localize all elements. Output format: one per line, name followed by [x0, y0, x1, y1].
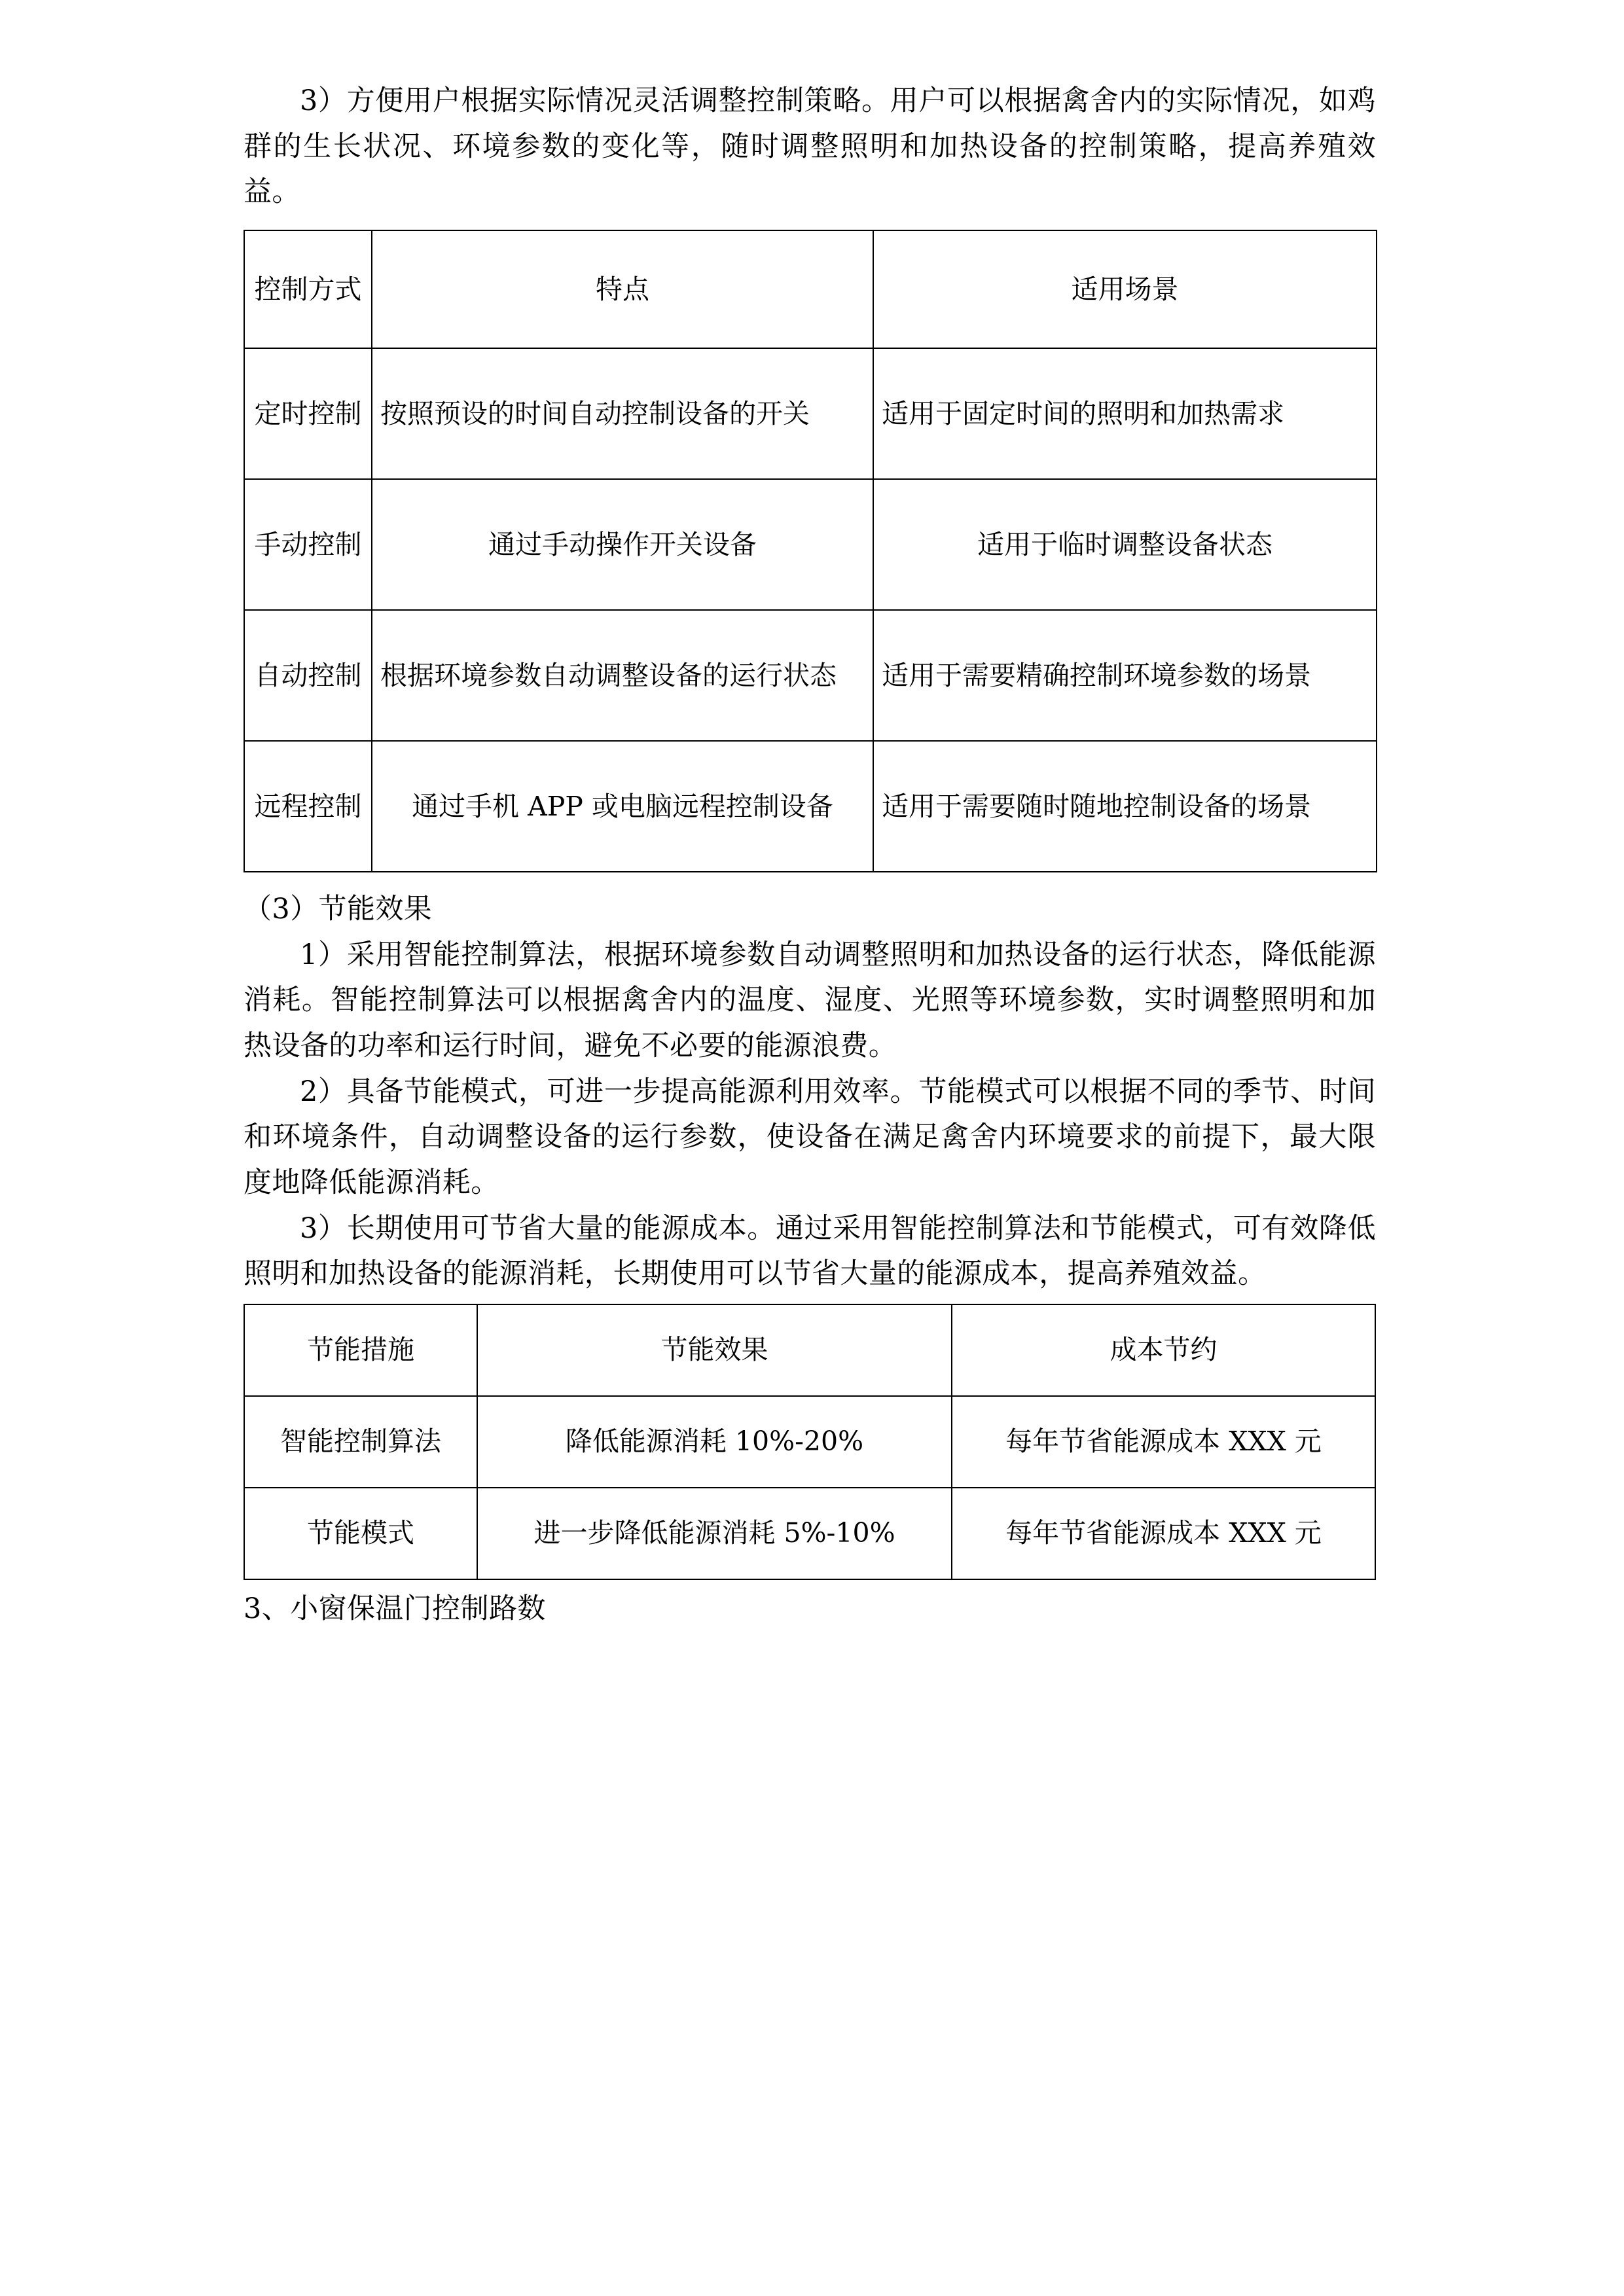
header-cell-measure: 节能措施: [244, 1304, 477, 1396]
cell-mode: 定时控制: [244, 348, 372, 479]
cell-saving: 每年节省能源成本 XXX 元: [952, 1396, 1375, 1488]
table-row: [244, 741, 1377, 872]
table-row: [244, 1488, 1375, 1579]
cell-feature: 通过手动操作开关设备: [372, 479, 873, 610]
table-row: [244, 479, 1377, 610]
header-cell-saving: 成本节约: [952, 1304, 1375, 1396]
table-row: [244, 610, 1377, 741]
energy-saving-table: [244, 1304, 1376, 1580]
spacer: [244, 872, 1376, 887]
spacer: [244, 1297, 1376, 1304]
spacer: [244, 215, 1376, 230]
header-cell-mode: 控制方式: [244, 230, 372, 348]
cell-feature: 通过手机 APP 或电脑远程控制设备: [372, 741, 873, 872]
cell-effect: 进一步降低能源消耗 5%-10%: [477, 1488, 952, 1579]
body-paragraph-1: 1）采用智能控制算法，根据环境参数自动调整照明和加热设备的运行状态，降低能源消耗。智能控制算法可以根据禽舍内的温度、湿度、光照等环境参数，实时调整照明和加热设备的功率和运行时间，避免不必要的能源浪费。: [244, 938, 1376, 1062]
body-paragraph-3: 3）长期使用可节省大量的能源成本。通过采用智能控制算法和节能模式，可有效降低照明和加热设备的能源消耗，长期使用可以节省大量的能源成本，提高养殖效益。: [244, 1211, 1376, 1291]
cell-mode: 远程控制: [244, 741, 372, 872]
control-mode-table: [244, 230, 1377, 872]
body-paragraph-2: 2）具备节能模式，可进一步提高能源利用效率。节能模式可以根据不同的季节、时间和环境条件，自动调整设备的运行参数，使设备在满足禽舍内环境要求的前提下，最大限度地降低能源消耗。: [244, 1075, 1376, 1199]
cell-measure: 节能模式: [244, 1488, 477, 1579]
table-header-row: [244, 230, 1377, 348]
header-cell-scenario: 适用场景: [873, 230, 1377, 348]
intro-paragraph: 3）方便用户根据实际情况灵活调整控制策略。用户可以根据禽舍内的实际情况，如鸡群的生长状况、环境参数的变化等，随时调整照明和加热设备的控制策略，提高养殖效益。: [244, 84, 1376, 209]
header-cell-effect: 节能效果: [477, 1304, 952, 1396]
table-header-row: [244, 1304, 1375, 1396]
cell-saving: 每年节省能源成本 XXX 元: [952, 1488, 1375, 1579]
section-heading: （3）节能效果: [244, 892, 433, 925]
cell-mode: 手动控制: [244, 479, 372, 610]
table-row: [244, 348, 1377, 479]
cell-mode: 自动控制: [244, 610, 372, 741]
header-cell-feature: 特点: [372, 230, 873, 348]
cell-scenario: 适用于需要随时随地控制设备的场景: [873, 741, 1377, 872]
spacer: [244, 1580, 1376, 1587]
cell-effect: 降低能源消耗 10%-20%: [477, 1396, 952, 1488]
table-row: [244, 1396, 1375, 1488]
cell-feature: 根据环境参数自动调整设备的运行状态: [372, 610, 873, 741]
page-content: [244, 79, 1376, 1632]
cell-feature: 按照预设的时间自动控制设备的开关: [372, 348, 873, 479]
cell-scenario: 适用于固定时间的照明和加热需求: [873, 348, 1377, 479]
cell-scenario: 适用于需要精确控制环境参数的场景: [873, 610, 1377, 741]
cell-measure: 智能控制算法: [244, 1396, 477, 1488]
closing-heading: 3、小窗保温门控制路数: [244, 1592, 546, 1625]
cell-scenario: 适用于临时调整设备状态: [873, 479, 1377, 610]
